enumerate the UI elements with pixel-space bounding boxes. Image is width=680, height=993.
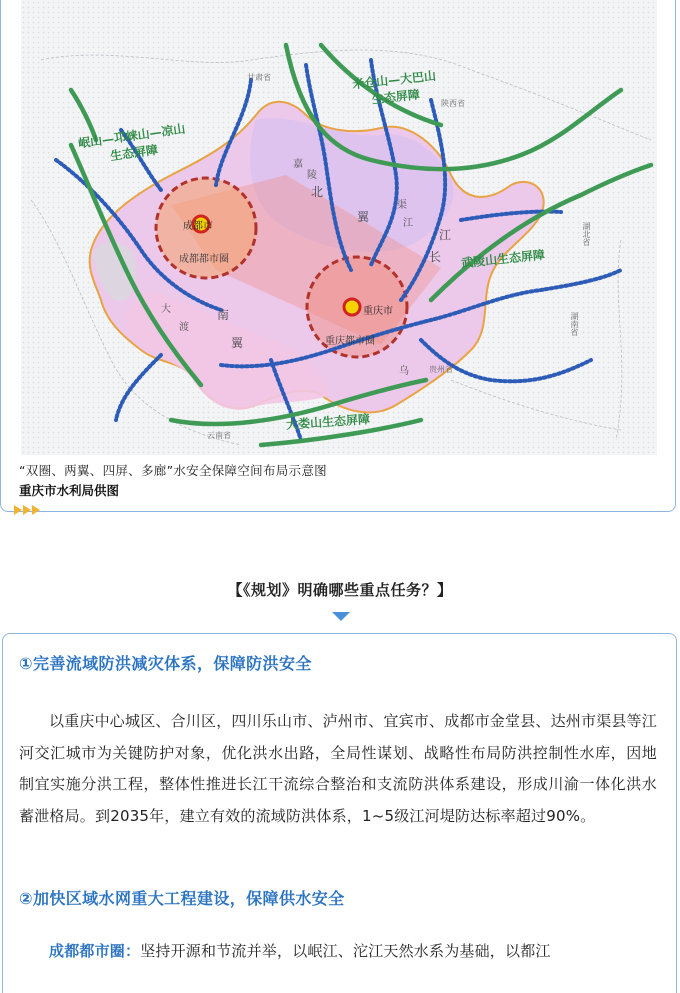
task2-text: 坚持开源和节流并举，以岷江、沱江天然水系为基础，以都江 [140, 942, 551, 960]
dadu-char-2: 渡 [179, 322, 189, 333]
hubei-label: 湖北省 [582, 222, 591, 246]
arrow-icon [14, 505, 22, 515]
water-security-map [21, 0, 657, 455]
task2-lead: 成都都市圈： [49, 942, 141, 960]
map-svg [21, 0, 657, 455]
jialing-char-2: 陵 [307, 170, 317, 181]
chongqing-city-label: 重庆市 [363, 306, 393, 317]
qujiang-char-1: 渠 [397, 200, 407, 211]
figure-credit: 重庆市水利局供图 [19, 483, 120, 498]
dalou-barrier-label: 大娄山生态屏障 [285, 412, 371, 432]
hunan-label: 湖南省 [570, 312, 579, 336]
tasks-card [2, 633, 677, 993]
chongqing-city-marker [344, 299, 360, 315]
north-wing-char-2: 翼 [357, 210, 370, 224]
changjiang-char-2: 江 [439, 228, 452, 242]
south-wing-char-2: 翼 [231, 336, 244, 350]
decorative-arrows [14, 505, 40, 517]
section-heading: 【《规划》明确哪些重点任务？】 [227, 581, 453, 599]
qujiang-char-2: 江 [403, 218, 413, 229]
wujiang-char: 乌 [399, 366, 409, 377]
chengdu-city-label: 成都市 [183, 221, 213, 232]
task2-heading: ②加快区域水网重大工程建设，保障供水安全 [19, 889, 345, 908]
dadu-char-1: 大 [161, 304, 171, 315]
north-wing-char-1: 北 [311, 185, 324, 199]
triangle-down-icon [332, 612, 350, 621]
arrow-icon [23, 505, 31, 515]
chongqing-area-label: 重庆都市圈 [325, 336, 375, 347]
daba-barrier-label: 米仓山—大巴山 生态屏障 [351, 68, 437, 107]
arrow-icon [32, 505, 40, 515]
figure-caption: “双圈、两翼、四屏、多廊”水安全保障空间布局示意图 [19, 463, 327, 478]
jialing-char-1: 嘉 [293, 159, 303, 170]
task1-body: 以重庆中心城区、合川区，四川乐山市、泸州市、宜宾市、成都市金堂县、达州市渠县等江河交汇城市为关键防护对象，优化洪水出路，全局性谋划、战略性布局防洪控制性水库，因地制宜实施分洪工程，整体性推进长江干流综合整治和支流防洪体系建设，形成川渝一体化洪水蓄泄格局。到2035年，建立有效的流域防洪体系，1~5级江河堤防达标率超过90%。 [19, 712, 658, 825]
guizhou-label: 贵州省 [429, 365, 453, 374]
minshan-barrier-label: 岷山—邛崃山—凉山 生态屏障 [77, 121, 187, 164]
south-wing-char-1: 南 [217, 308, 230, 322]
chengdu-area-label: 成都都市圈 [179, 254, 229, 265]
task2-body [19, 940, 659, 961]
gansu-label: 甘肃省 [247, 73, 271, 82]
task1-heading: ①完善流域防洪减灾体系，保障防洪安全 [19, 654, 312, 673]
wuling-barrier-label: 武陵山生态屏障 [460, 247, 546, 271]
shaanxi-label: 陕西省 [441, 99, 465, 108]
yunnan-label: 云南省 [207, 431, 231, 440]
changjiang-char-1: 长 [429, 250, 442, 264]
